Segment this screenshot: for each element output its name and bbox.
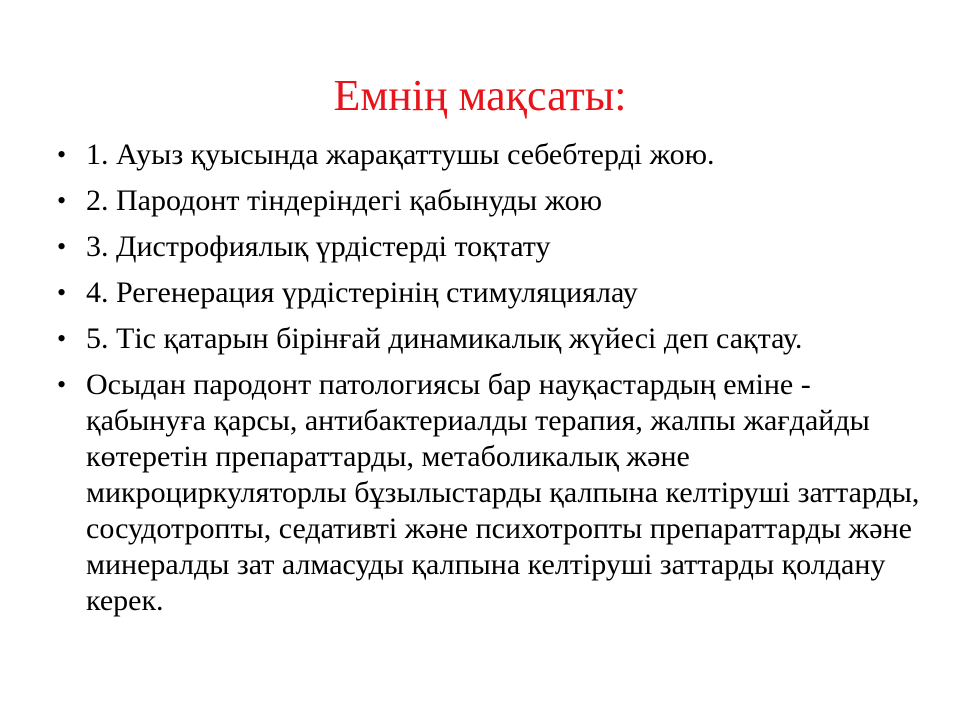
bullet-dot-icon: • — [57, 324, 67, 353]
bullet-dot-icon: • — [57, 370, 67, 399]
bullet-dot-icon: • — [57, 186, 67, 215]
bullet-list — [52, 137, 922, 619]
bullet-text: Осыдан пародонт патологиясы бар науқастардың еміне - қабынуға қарсы, антибактериалды терапия, жалпы жағдайды көтеретін препараттарды, метаболикалық және микроциркуляторлы бұзылыстарды қалпына келтіруші заттарды, сосудотропты, седативті және психотропты препараттарды және минералды зат алмасуды қалпына келтіруші заттарды қолдану керек. — [86, 368, 920, 617]
bullet-dot-icon: • — [57, 278, 67, 307]
bullet-item-6 — [52, 367, 922, 619]
bullet-item-1 — [52, 137, 922, 173]
bullet-item-5 — [52, 321, 922, 357]
bullet-item-3 — [52, 229, 922, 265]
bullet-dot-icon: • — [57, 232, 67, 261]
slide-title: Емнің мақсаты: — [333, 71, 627, 120]
bullet-item-2 — [52, 183, 922, 219]
bullet-text: 1. Ауыз қуысында жарақаттушы себебтерді жою. — [86, 138, 715, 171]
bullet-item-4 — [52, 275, 922, 311]
bullet-text: 3. Дистрофиялық үрдістерді тоқтату — [86, 230, 551, 263]
bullet-text: 2. Пародонт тіндеріндегі қабынуды жою — [86, 184, 603, 217]
bullet-text: 5. Тіс қатарын бірінғай динамикалық жүйесі деп сақтау. — [86, 322, 803, 355]
bullet-text: 4. Регенерация үрдістерінің стимуляциялау — [86, 276, 638, 309]
bullet-dot-icon: • — [57, 140, 67, 169]
